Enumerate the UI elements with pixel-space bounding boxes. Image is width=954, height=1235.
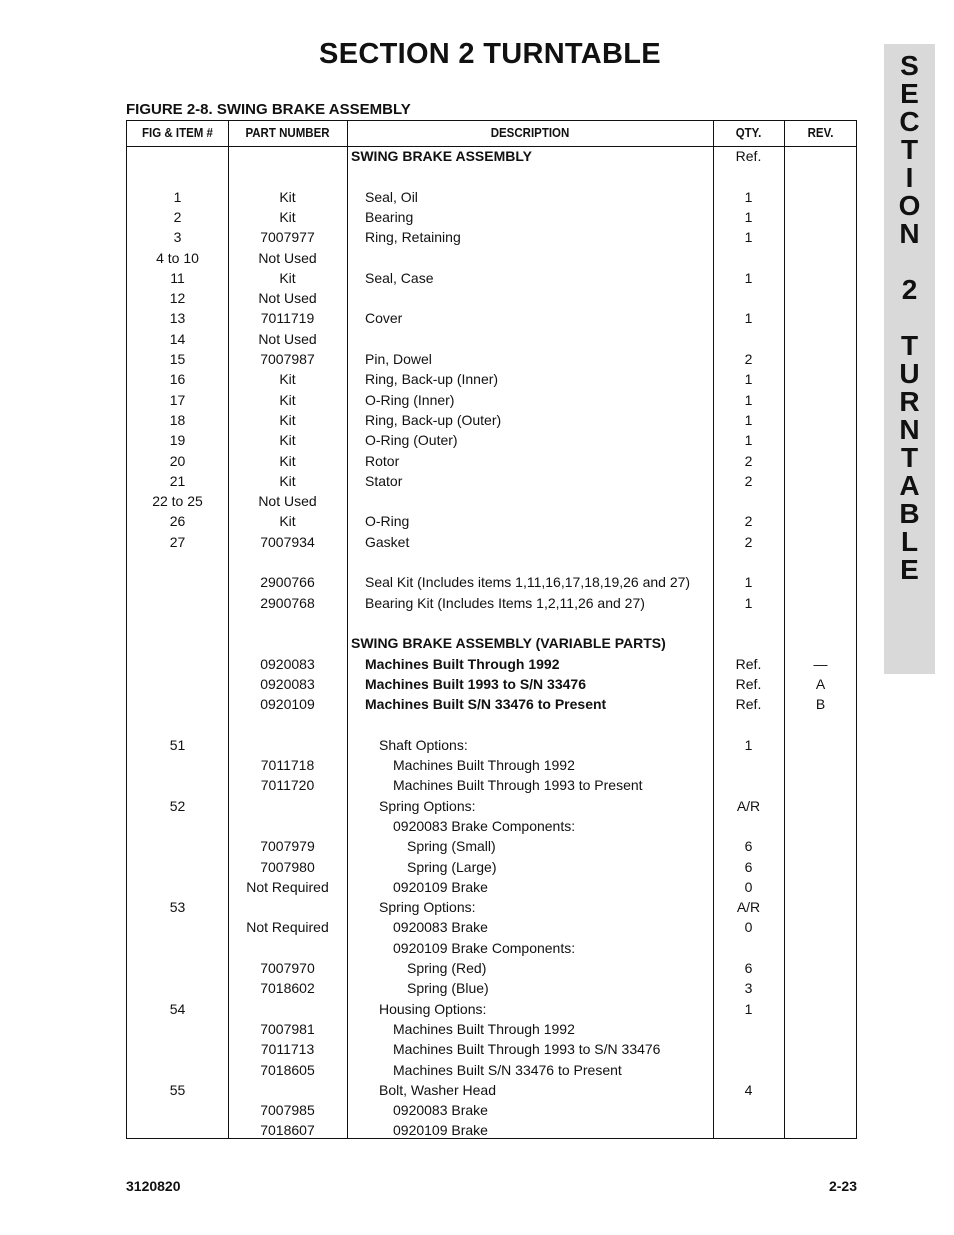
side-tab-gap — [884, 248, 935, 276]
description-cell: Machines Built Through 1992 — [393, 757, 575, 773]
table-row — [127, 654, 858, 674]
part-number-cell: Not Required — [246, 878, 329, 895]
part-number-cell: 7007985 — [260, 1102, 315, 1119]
description-cell: O-Ring (Outer) — [365, 432, 458, 449]
side-tab-letter: E — [900, 554, 919, 585]
qty-cell: 2 — [744, 472, 753, 489]
description-cell: 0920109 Brake — [393, 1122, 488, 1139]
part-number-cell: 0920083 — [260, 675, 315, 692]
description-cell: Spring Options: — [379, 797, 476, 814]
part-number-cell: Kit — [279, 513, 296, 530]
fig-item-cell: 15 — [169, 351, 186, 367]
description-cell: Spring (Blue) — [407, 980, 489, 997]
part-number-cell: 7011719 — [260, 310, 315, 327]
description-cell: SWING BRAKE ASSEMBLY (VARIABLE PARTS) — [351, 635, 666, 652]
description-cell: Housing Options: — [379, 1000, 487, 1017]
qty-cell: 1 — [744, 310, 753, 327]
description-cell: 0920083 Brake — [393, 919, 488, 936]
part-number-cell: Kit — [279, 472, 296, 489]
side-tab-letter: 2 — [901, 274, 918, 305]
table-row — [127, 248, 858, 268]
table-row — [127, 471, 858, 491]
part-number-cell: 7007934 — [260, 533, 315, 550]
description-cell: Ring, Back-up (Outer) — [365, 411, 502, 428]
part-number-cell: Kit — [279, 188, 296, 205]
description-cell: 0920083 Brake Components: — [393, 817, 576, 834]
header-fig-item: FIG & ITEM # — [142, 126, 213, 140]
parts-table — [126, 120, 857, 1139]
qty-cell: 2 — [744, 513, 753, 530]
fig-item-cell: 13 — [169, 310, 186, 327]
qty-cell: 6 — [744, 858, 753, 875]
part-number-cell: Not Used — [258, 249, 317, 266]
fig-item-cell: 3 — [173, 229, 182, 246]
description-cell: Pin, Dowel — [365, 351, 432, 367]
side-tab-letter: R — [899, 386, 920, 417]
table-row — [127, 836, 858, 856]
part-number-cell: 2900766 — [260, 574, 315, 591]
side-tab-letter: O — [898, 190, 921, 221]
description-cell: O-Ring — [365, 513, 410, 530]
fig-item-cell: 54 — [169, 1000, 186, 1017]
description-cell: Machines Built S/N 33476 to Present — [365, 696, 607, 713]
table-row — [127, 775, 858, 795]
side-tab-letter: C — [899, 106, 920, 137]
qty-cell: Ref. — [735, 148, 762, 164]
qty-cell: 0 — [744, 919, 753, 936]
fig-item-cell: 16 — [169, 371, 186, 388]
table-row — [127, 1019, 858, 1039]
qty-cell: 1 — [744, 736, 753, 753]
qty-cell: 3 — [744, 980, 753, 997]
part-number-cell: 7007987 — [260, 351, 315, 367]
table-row — [127, 227, 858, 247]
fig-item-cell: 22 to 25 — [152, 493, 203, 510]
table-row — [127, 491, 858, 511]
table-row — [127, 552, 858, 572]
part-number-cell: Kit — [279, 432, 296, 449]
table-row — [127, 1039, 858, 1059]
fig-item-cell: 53 — [169, 899, 186, 916]
side-tab-letter: S — [900, 50, 919, 81]
description-cell: Spring (Red) — [407, 960, 487, 976]
qty-cell: Ref. — [735, 655, 762, 672]
side-tab-letter: T — [900, 442, 919, 473]
side-tab-letter: E — [900, 78, 919, 109]
part-number-cell: 0920109 — [260, 696, 315, 713]
side-tab-letters — [884, 52, 935, 584]
table-row — [127, 532, 858, 552]
table-row — [127, 735, 858, 755]
description-cell: 0920109 Brake Components: — [393, 939, 576, 956]
table-row — [127, 329, 858, 349]
table-row — [127, 958, 858, 978]
qty-cell: 1 — [744, 269, 753, 286]
qty-cell: Ref. — [735, 675, 762, 692]
table-row — [127, 268, 858, 288]
description-cell: Seal, Oil — [365, 188, 418, 205]
description-cell: Bearing — [365, 208, 414, 225]
description-cell: Spring (Small) — [407, 838, 496, 855]
table-row — [127, 714, 858, 734]
description-cell: Machines Built Through 1993 to S/N 33476 — [393, 1041, 661, 1058]
rev-cell: — — [813, 655, 828, 672]
description-cell: 0920109 Brake — [393, 878, 488, 895]
fig-item-cell: 12 — [169, 290, 186, 307]
description-cell: Gasket — [365, 533, 410, 550]
part-number-cell: 7011718 — [260, 757, 315, 773]
part-number-cell: Kit — [279, 391, 296, 408]
fig-item-cell: 17 — [169, 391, 186, 408]
table-row — [127, 755, 858, 775]
description-cell: O-Ring (Inner) — [365, 391, 455, 408]
fig-item-cell: 51 — [169, 736, 186, 753]
part-number-cell: 7007980 — [260, 858, 315, 875]
part-number-cell: 7007981 — [260, 1020, 315, 1037]
table-row — [127, 146, 858, 166]
fig-item-cell: 21 — [169, 472, 186, 489]
qty-cell: 1 — [744, 594, 753, 611]
qty-cell: Ref. — [735, 696, 762, 713]
rev-cell: A — [815, 675, 826, 692]
description-cell: Machines Built S/N 33476 to Present — [393, 1061, 622, 1078]
qty-cell: 1 — [744, 229, 753, 246]
qty-cell: 4 — [744, 1081, 753, 1098]
part-number-cell: Kit — [279, 371, 296, 388]
table-row — [127, 390, 858, 410]
fig-item-cell: 18 — [169, 411, 186, 428]
side-tab-letter: B — [899, 498, 920, 529]
qty-cell: A/R — [736, 899, 761, 916]
qty-cell: 0 — [744, 878, 753, 895]
fig-item-cell: 4 to 10 — [156, 249, 199, 266]
header-qty: QTY. — [735, 126, 762, 140]
table-row — [127, 1060, 858, 1080]
side-tab-letter: A — [899, 470, 920, 501]
description-cell: SWING BRAKE ASSEMBLY — [351, 148, 532, 164]
qty-cell: 1 — [744, 208, 753, 225]
description-cell: Spring (Large) — [407, 858, 497, 875]
part-number-cell: 7011720 — [260, 777, 315, 794]
table-row — [127, 694, 858, 714]
part-number-cell: 7007979 — [260, 838, 315, 855]
table-row — [127, 308, 858, 328]
description-cell: Stator — [365, 472, 403, 489]
fig-item-cell: 11 — [170, 269, 185, 286]
part-number-cell: 7011713 — [260, 1041, 315, 1058]
table-row — [127, 613, 858, 633]
table-row — [127, 207, 858, 227]
qty-cell: 1 — [744, 188, 753, 205]
figure-title: FIGURE 2-8. SWING BRAKE ASSEMBLY — [126, 101, 411, 118]
qty-cell: 1 — [744, 1000, 753, 1017]
qty-cell: 1 — [744, 574, 753, 591]
table-row — [127, 166, 858, 186]
description-cell: Machines Built Through 1992 — [393, 1020, 575, 1037]
table-row — [127, 633, 858, 653]
qty-cell: 2 — [744, 533, 753, 550]
side-tab-letter: T — [900, 330, 919, 361]
table-row — [127, 511, 858, 531]
table-row — [127, 938, 858, 958]
description-cell: Spring Options: — [379, 899, 476, 916]
part-number-cell: Kit — [279, 208, 296, 225]
side-tab-letter: I — [905, 162, 914, 193]
side-tab-letter: T — [900, 134, 919, 165]
document-number: 3120820 — [126, 1178, 181, 1194]
table-row — [127, 877, 858, 897]
table-row — [127, 572, 858, 592]
part-number-cell: Kit — [279, 452, 296, 469]
table-row — [127, 999, 858, 1019]
table-row — [127, 897, 858, 917]
part-number-cell: Not Used — [258, 330, 317, 347]
fig-item-cell: 26 — [169, 513, 186, 530]
section-side-tab — [884, 44, 935, 674]
table-row — [127, 593, 858, 613]
table-row — [127, 978, 858, 998]
description-cell: Machines Built Through 1993 to Present — [393, 777, 643, 794]
side-tab-letter: U — [899, 358, 920, 389]
part-number-cell: Kit — [279, 269, 296, 286]
description-cell: Rotor — [365, 452, 400, 469]
fig-item-cell: 20 — [169, 452, 186, 469]
header-description: DESCRIPTION — [490, 126, 570, 140]
qty-cell: 6 — [744, 960, 753, 976]
part-number-cell: Not Used — [258, 493, 317, 510]
table-row — [127, 674, 858, 694]
part-number-cell: Not Used — [258, 290, 317, 307]
side-tab-gap — [884, 304, 935, 332]
table-row — [127, 1100, 858, 1120]
qty-cell: 1 — [744, 432, 753, 449]
description-cell: Bolt, Washer Head — [379, 1081, 496, 1098]
table-row — [127, 369, 858, 389]
description-cell: Machines Built 1993 to S/N 33476 — [365, 675, 586, 692]
part-number-cell: 7018607 — [260, 1122, 315, 1139]
table-row — [127, 430, 858, 450]
qty-cell: 6 — [744, 838, 753, 855]
part-number-cell: 7018602 — [260, 980, 315, 997]
description-cell: 0920083 Brake — [393, 1102, 488, 1119]
qty-cell: 1 — [744, 411, 753, 428]
part-number-cell: 7007970 — [260, 960, 315, 976]
description-cell: Ring, Back-up (Inner) — [365, 371, 499, 388]
description-cell: Ring, Retaining — [365, 229, 461, 246]
table-row — [127, 451, 858, 471]
header-part-number: PART NUMBER — [245, 126, 330, 140]
fig-item-cell: 52 — [169, 797, 186, 814]
part-number-cell: Not Required — [246, 919, 329, 936]
side-tab-letter: N — [899, 414, 920, 445]
description-cell: Seal Kit (Includes items 1,11,16,17,18,19,26 and 27) — [365, 574, 691, 591]
page-number: 2-23 — [828, 1178, 857, 1194]
qty-cell: 1 — [744, 391, 753, 408]
table-row — [127, 349, 858, 369]
fig-item-cell: 1 — [173, 188, 182, 205]
part-number-cell: Kit — [279, 411, 296, 428]
fig-item-cell: 27 — [169, 533, 186, 550]
table-row — [127, 857, 858, 877]
qty-cell: 2 — [744, 351, 753, 367]
table-row — [127, 816, 858, 836]
rev-cell: B — [815, 696, 826, 713]
part-number-cell: 2900768 — [260, 594, 315, 611]
page-title: SECTION 2 TURNTABLE — [319, 38, 661, 70]
description-cell: Shaft Options: — [379, 736, 468, 753]
table-row — [127, 796, 858, 816]
part-number-cell: 7007977 — [260, 229, 315, 246]
table-row — [127, 187, 858, 207]
fig-item-cell: 2 — [173, 208, 182, 225]
part-number-cell: 0920083 — [260, 655, 315, 672]
fig-item-cell: 55 — [169, 1081, 186, 1098]
fig-item-cell: 19 — [169, 432, 186, 449]
qty-cell: 1 — [744, 371, 753, 388]
table-row — [127, 1120, 858, 1140]
description-cell: Bearing Kit (Includes Items 1,2,11,26 and 27) — [365, 594, 645, 611]
side-tab-letter: L — [900, 526, 919, 557]
part-number-cell: 7018605 — [260, 1061, 315, 1078]
table-row — [127, 410, 858, 430]
table-row — [127, 288, 858, 308]
table-row — [127, 917, 858, 937]
description-cell: Cover — [365, 310, 403, 327]
description-cell: Seal, Case — [365, 269, 434, 286]
side-tab-letter: N — [899, 218, 920, 249]
fig-item-cell: 14 — [169, 330, 186, 347]
header-rev: REV. — [807, 126, 834, 140]
qty-cell: A/R — [736, 797, 761, 814]
description-cell: Machines Built Through 1992 — [365, 655, 560, 672]
table-row — [127, 1080, 858, 1100]
qty-cell: 2 — [744, 452, 753, 469]
